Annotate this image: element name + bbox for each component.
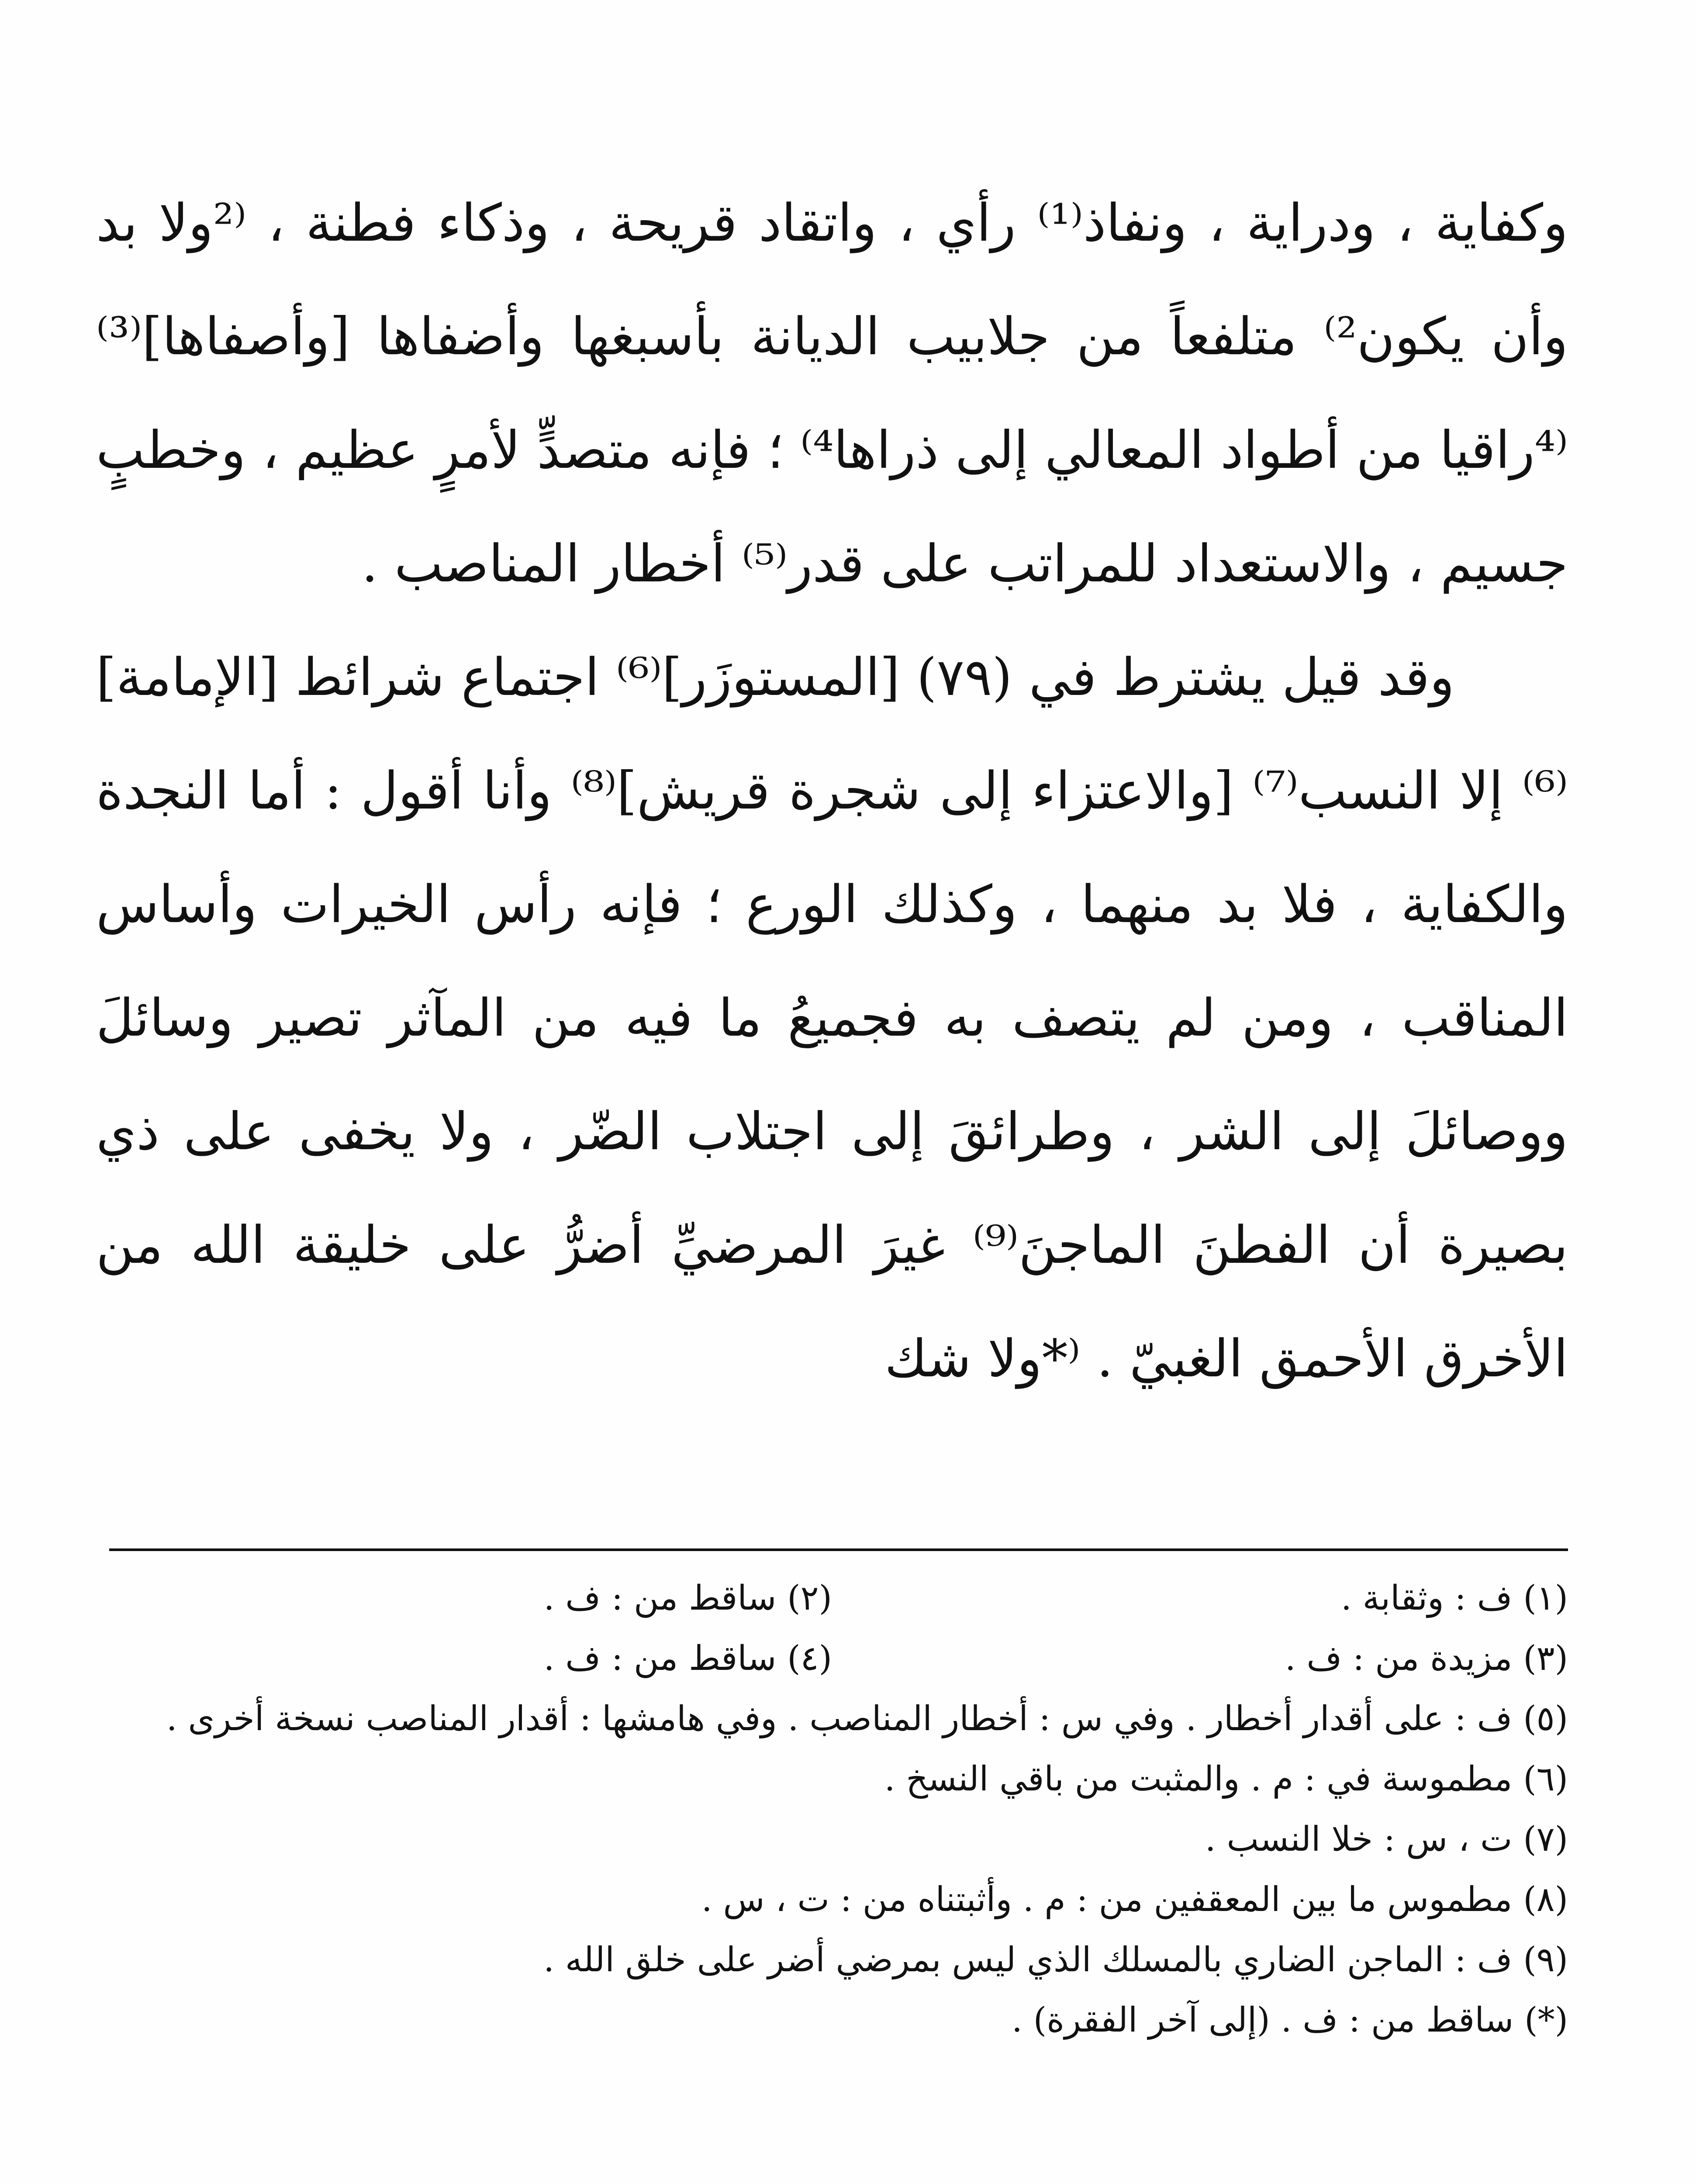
main-text — [96, 166, 1568, 1415]
footnote-9: (٩) ف : الماجن الضاري بالمسلك الذي ليس بمرضي أضر على خلق الله . — [543, 1940, 1568, 1980]
footnote-row — [96, 1628, 1568, 1689]
footnote-5: (٥) ف : على أقدار أخطار . وفي س : أخطار المناصب . وفي هامشها : أقدار المناصب نسخة أخرى . — [166, 1699, 1568, 1738]
footnote-2: (٢) ساقط من : ف . — [543, 1579, 832, 1618]
footnote-3: (٣) مزيدة من : ف . — [1285, 1639, 1568, 1678]
footnote-star: (*) ساقط من : ف . (إلى آخر الفقرة) . — [1012, 2001, 1568, 2040]
footnote-1: (١) ف : وثقابة . — [1340, 1579, 1568, 1618]
footnote-divider — [109, 1548, 1568, 1551]
footnote-6: (٦) مطموسة في : م . والمثبت من باقي النسخ . — [884, 1759, 1568, 1799]
footnotes — [96, 1568, 1568, 2050]
footnote-7: (٧) ت ، س : خلا النسب . — [1205, 1820, 1568, 1859]
footnote-8: (٨) مطموس ما بين المعقفين من : م . وأثبتناه من : ت ، س . — [701, 1880, 1568, 1919]
footnote-4: (٤) ساقط من : ف . — [543, 1639, 832, 1678]
paragraph-1: وكفاية ، ودراية ، ونفاذ⁽¹⁾ رأي ، واتقاد قريحة ، وذكاء فطنة ، ⁽²ولا بد وأن يكون²⁾ متلفعاً من جلابيب الديانة بأسبغها وأضفاها [وأصفاها]⁽³⁾ ⁽⁴راقيا من أطواد المعالي إلى ذراها⁴⁾ ؛ فإنه متصدٍّ لأمرٍ عظيم ، وخطبٍ جسيم ، والاستعداد للمراتب على قدر⁽⁵⁾ أخطار المناصب . — [96, 193, 1568, 594]
footnote-row — [96, 1568, 1568, 1628]
paragraph-2: وقد قيل يشترط في (٧٩) [المستوزَر]⁽⁶⁾ اجتماع شرائط [الإمامة]⁽⁶⁾ إلا النسب⁽⁷⁾ [والاعتزاء إلى شجرة قريش]⁽⁸⁾ وأنا أقول : أما النجدة والكفاية ، فلا بد منهما ، وكذلك الورع ؛ فإنه رأس الخيرات وأساس المناقب ، ومن لم يتصف به فجميعُ ما فيه من المآثر تصير وسائلَ ووصائلَ إلى الشر ، وطرائقَ إلى اجتلاب الضّر ، ولا يخفى على ذي بصيرة أن الفطنَ الماجنَ⁽⁹⁾ غيرَ المرضيِّ أضرُّ على خليقة الله من الأخرق الأحمق الغبيّ . ⁽*ولا شك — [96, 647, 1568, 1389]
